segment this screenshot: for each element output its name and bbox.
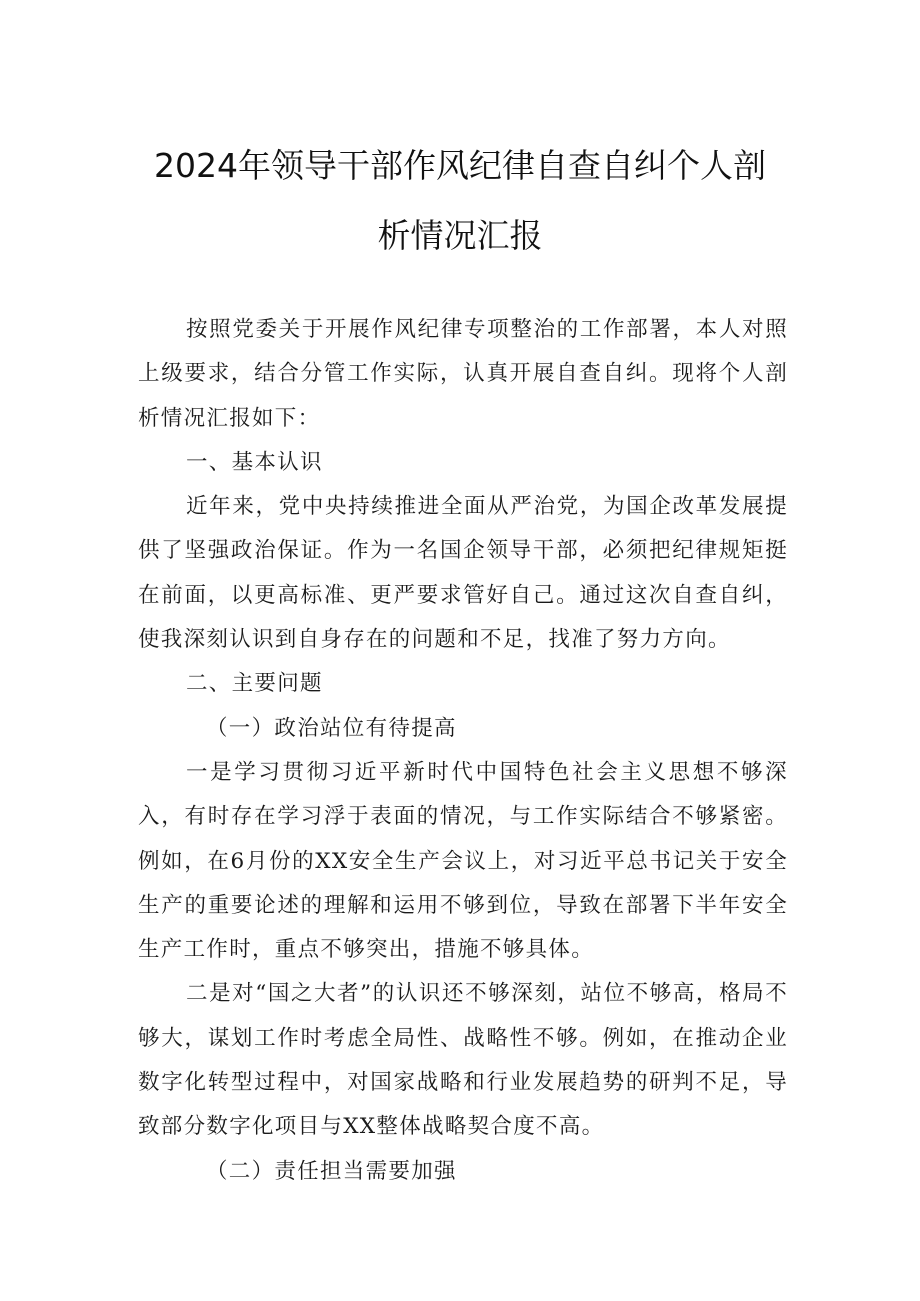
basic-understanding-paragraph: 近年来，党中央持续推进全面从严治党，为国企改革发展提供了坚强政治保证。作为一名国企领导干部，必须把纪律规矩挺在前面，以更高标准、更严要求管好自己。通过这次自查自纠，使我深刻认识到自身存在的问题和不足，找准了努力方向。 — [138, 494, 788, 653]
subsection-heading-political-stance: （一）政治站位有待提高 — [206, 715, 457, 741]
subsection-heading-responsibility: （二）责任担当需要加强 — [206, 1158, 457, 1184]
intro-paragraph: 按照党委关于开展作风纪律专项整治的工作部署，本人对照上级要求，结合分管工作实际，认真开展自查自纠。现将个人剖析情况汇报如下： — [138, 317, 788, 431]
problem-paragraph-2: 二是对“国之大者”的认识还不够深刻，站位不够高，格局不够大，谋划工作时考虑全局性、战略性不够。例如，在推动企业数字化转型过程中，对国家战略和行业发展趋势的研判不足，导致部分数字化项目与XX整体战略契合度不高。 — [138, 981, 788, 1140]
section-heading-main-problems: 二、主要问题 — [186, 671, 323, 697]
problem-paragraph-1: 一是学习贯彻习近平新时代中国特色社会主义思想不够深入，有时存在学习浮于表面的情况，与工作实际结合不够紧密。例如，在6月份的XX安全生产会议上，对习近平总书记关于安全生产的重要论述的理解和运用不够到位，导致在部署下半年安全生产工作时，重点不够突出，措施不够具体。 — [138, 759, 788, 963]
document-title-line-2: 析情况汇报 — [377, 216, 543, 255]
document-title-line-1: 2024年领导干部作风纪律自查自纠个人剖 — [154, 146, 766, 185]
section-heading-basic-understanding: 一、基本认识 — [186, 449, 323, 475]
document-body — [138, 308, 788, 1194]
